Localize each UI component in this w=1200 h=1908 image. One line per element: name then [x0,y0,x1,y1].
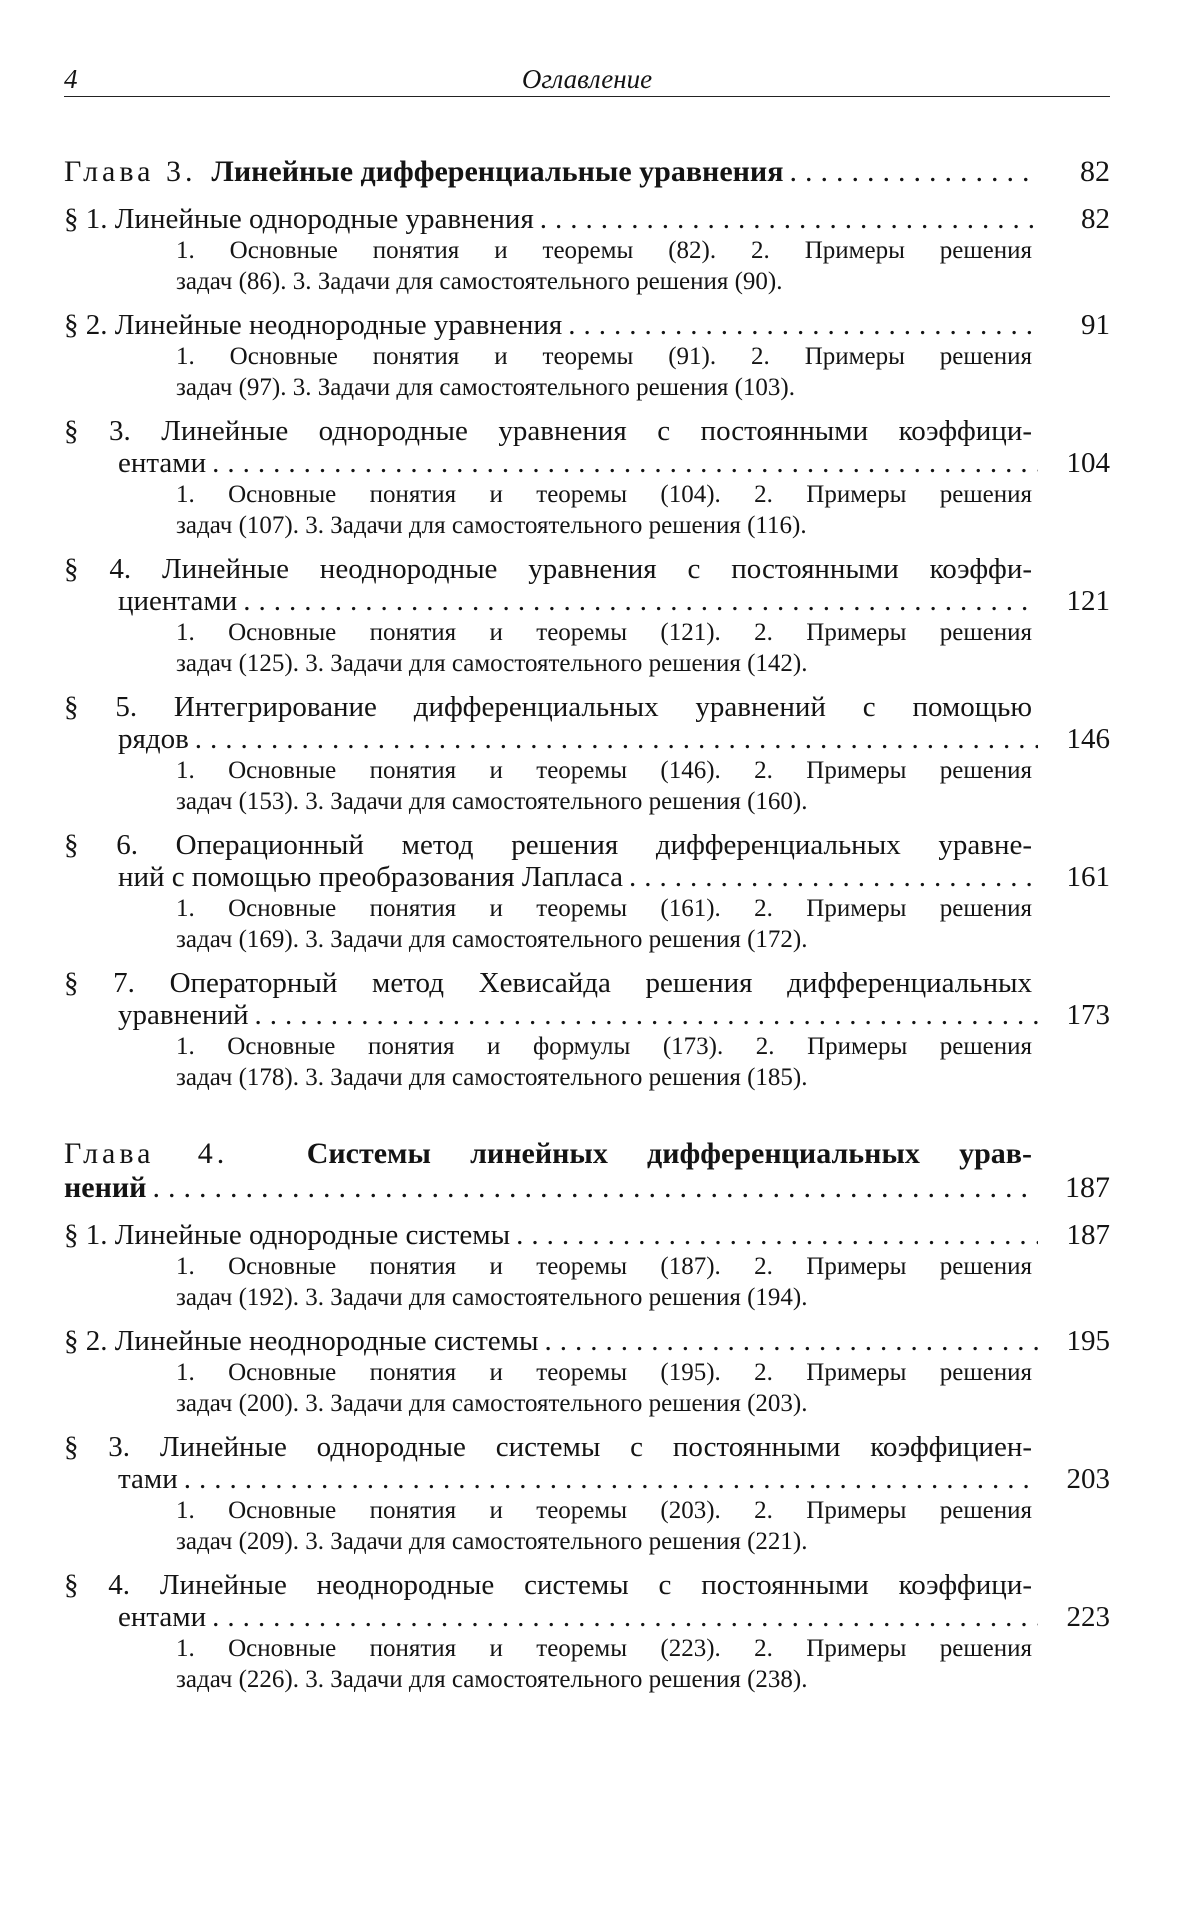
page-number: 4 [64,64,78,94]
toc-section-1 [64,1219,1110,1313]
section-subtopics [64,479,1110,541]
dot-leader [629,861,1038,893]
section-title-row [64,1325,1110,1357]
section-title-line: § 6. Операционный метод решения дифференциальных уравне- [64,829,1032,861]
chapter-title-end: нений [64,1171,147,1204]
section-page: 121 [1066,585,1110,617]
chapter-heading [64,1137,1110,1205]
toc-section-1 [64,203,1110,297]
subtopic-line: 1. Основные понятия и теоремы (187). 2. Примеры решения [176,1253,1032,1280]
toc-section-3 [64,1431,1110,1557]
toc-section-2 [64,1325,1110,1419]
section-page: 223 [1066,1601,1110,1633]
section-subtopics [64,755,1110,817]
running-head [64,62,1110,97]
section-title: § 1. Линейные однородные системы [64,1219,511,1251]
subtopic-line: задач (153). 3. Задачи для самостоятельного решения (160). [176,788,808,815]
subtopic-line: задач (178). 3. Задачи для самостоятельного решения (185). [176,1064,808,1091]
section-heading [64,967,1110,1031]
section-title-row [64,861,1110,893]
subtopic-line: 1. Основные понятия и теоремы (223). 2. Примеры решения [176,1635,1032,1662]
chapter-title: Системы линейных дифференциальных урав- [306,1137,1032,1170]
chapter-title-row [64,155,1110,189]
section-subtopics [64,1633,1110,1695]
section-title: § 1. Линейные однородные уравнения [64,203,534,235]
dot-leader [568,309,1038,341]
chapter-page: 82 [1080,155,1110,188]
chapter-4 [64,1137,1110,1695]
subtopic-line: 1. Основные понятия и теоремы (203). 2. Примеры решения [176,1497,1032,1524]
subtopic-line: 1. Основные понятия и теоремы (195). 2. Примеры решения [176,1359,1032,1386]
toc-section-4 [64,553,1110,679]
toc-section-7 [64,967,1110,1093]
section-heading [64,203,1110,235]
toc-section-4 [64,1569,1110,1695]
section-title: ентами [118,1601,207,1633]
section-title-line: § 4. Линейные неоднородные уравнения с постоянными коэффи- [64,553,1032,585]
dot-leader [212,1601,1038,1633]
section-title: тами [118,1463,178,1495]
subtopic-line: задач (97). 3. Задачи для самостоятельного решения (103). [176,374,796,401]
table-of-contents [64,155,1110,1695]
subtopic-line: задач (192). 3. Задачи для самостоятельного решения (194). [176,1284,808,1311]
section-subtopics [64,1357,1110,1419]
section-page: 203 [1066,1463,1110,1495]
section-heading [64,415,1110,479]
section-title-line: § 7. Операторный метод Хевисайда решения дифференциальных [64,967,1032,999]
section-title-line: § 5. Интегрирование дифференциальных уравнений с помощью [64,691,1032,723]
section-heading [64,553,1110,617]
subtopic-line: 1. Основные понятия и теоремы (91). 2. Примеры решения [176,343,1032,370]
dot-leader [243,585,1038,617]
section-subtopics [64,893,1110,955]
subtopic-line: 1. Основные понятия и теоремы (104). 2. Примеры решения [176,481,1032,508]
toc-page [64,62,1110,1707]
chapter-heading [64,155,1110,189]
dot-leader [540,203,1038,235]
section-subtopics [64,1495,1110,1557]
section-heading [64,829,1110,893]
chapter-3 [64,155,1110,1093]
dot-leader [516,1219,1038,1251]
chapter-label: Глава 3. [64,155,197,188]
dot-leader [212,447,1038,479]
dot-leader [195,723,1038,755]
section-title-row [64,203,1110,235]
subtopic-line: 1. Основные понятия и теоремы (82). 2. Примеры решения [176,237,1032,264]
dot-leader [789,155,1038,189]
section-page: 173 [1066,999,1110,1031]
section-heading [64,1431,1110,1495]
section-subtopics [64,1031,1110,1093]
subtopic-line: задач (169). 3. Задачи для самостоятельного решения (172). [176,926,808,953]
chapter-label: Глава 4. [64,1137,229,1170]
subtopic-line: задач (107). 3. Задачи для самостоятельного решения (116). [176,512,807,539]
subtopic-line: 1. Основные понятия и теоремы (146). 2. Примеры решения [176,757,1032,784]
section-page: 91 [1081,309,1110,341]
section-page: 161 [1066,861,1110,893]
section-heading [64,1219,1110,1251]
subtopic-line: 1. Основные понятия и теоремы (161). 2. Примеры решения [176,895,1032,922]
chapter-page: 187 [1065,1171,1110,1204]
section-title-row [64,585,1110,617]
subtopic-line: задач (125). 3. Задачи для самостоятельного решения (142). [176,650,808,677]
section-title-row [64,1601,1110,1633]
section-heading [64,309,1110,341]
section-page: 187 [1066,1219,1110,1251]
dot-leader [255,999,1038,1031]
section-title: ентами [118,447,207,479]
section-page: 195 [1066,1325,1110,1357]
toc-section-5 [64,691,1110,817]
subtopic-line: задач (209). 3. Задачи для самостоятельного решения (221). [176,1528,808,1555]
section-title-row [64,723,1110,755]
section-title-row [64,1219,1110,1251]
chapter-title-text [64,155,783,189]
chapter-title-line [64,1137,1110,1171]
section-title-row [64,999,1110,1031]
section-heading [64,1325,1110,1357]
section-title: ний с помощью преобразования Лапласа [118,861,623,893]
section-title: § 2. Линейные неоднородные уравнения [64,309,563,341]
toc-section-6 [64,829,1110,955]
subtopic-line: задач (226). 3. Задачи для самостоятельного решения (238). [176,1666,808,1693]
section-heading [64,1569,1110,1633]
dot-leader [152,1171,1038,1205]
dot-leader [184,1463,1038,1495]
section-title-row [64,1463,1110,1495]
section-subtopics [64,617,1110,679]
section-title-line: § 3. Линейные однородные уравнения с постоянными коэффици- [64,415,1032,447]
subtopic-line: 1. Основные понятия и формулы (173). 2. Примеры решения [176,1033,1032,1060]
subtopic-line: задач (86). 3. Задачи для самостоятельного решения (90). [176,268,783,295]
running-title: Оглавление [521,64,653,94]
chapter-title: Линейные дифференциальные уравнения [211,155,784,188]
section-title: циентами [118,585,238,617]
section-title: рядов [118,723,189,755]
chapter-title-row [64,1171,1110,1205]
subtopic-line: 1. Основные понятия и теоремы (121). 2. Примеры решения [176,619,1032,646]
section-title-line: § 4. Линейные неоднородные системы с постоянными коэффици- [64,1569,1032,1601]
section-title: уравнений [118,999,249,1031]
toc-section-3 [64,415,1110,541]
section-heading [64,691,1110,755]
section-title-row [64,309,1110,341]
subtopic-line: задач (200). 3. Задачи для самостоятельного решения (203). [176,1390,808,1417]
section-page: 82 [1081,203,1110,235]
toc-section-2 [64,309,1110,403]
dot-leader [545,1325,1039,1357]
section-title-line: § 3. Линейные однородные системы с постоянными коэффициен- [64,1431,1032,1463]
section-subtopics [64,341,1110,403]
section-page: 104 [1066,447,1110,479]
section-subtopics [64,235,1110,297]
section-title-row [64,447,1110,479]
section-title: § 2. Линейные неоднородные системы [64,1325,539,1357]
section-subtopics [64,1251,1110,1313]
section-page: 146 [1066,723,1110,755]
